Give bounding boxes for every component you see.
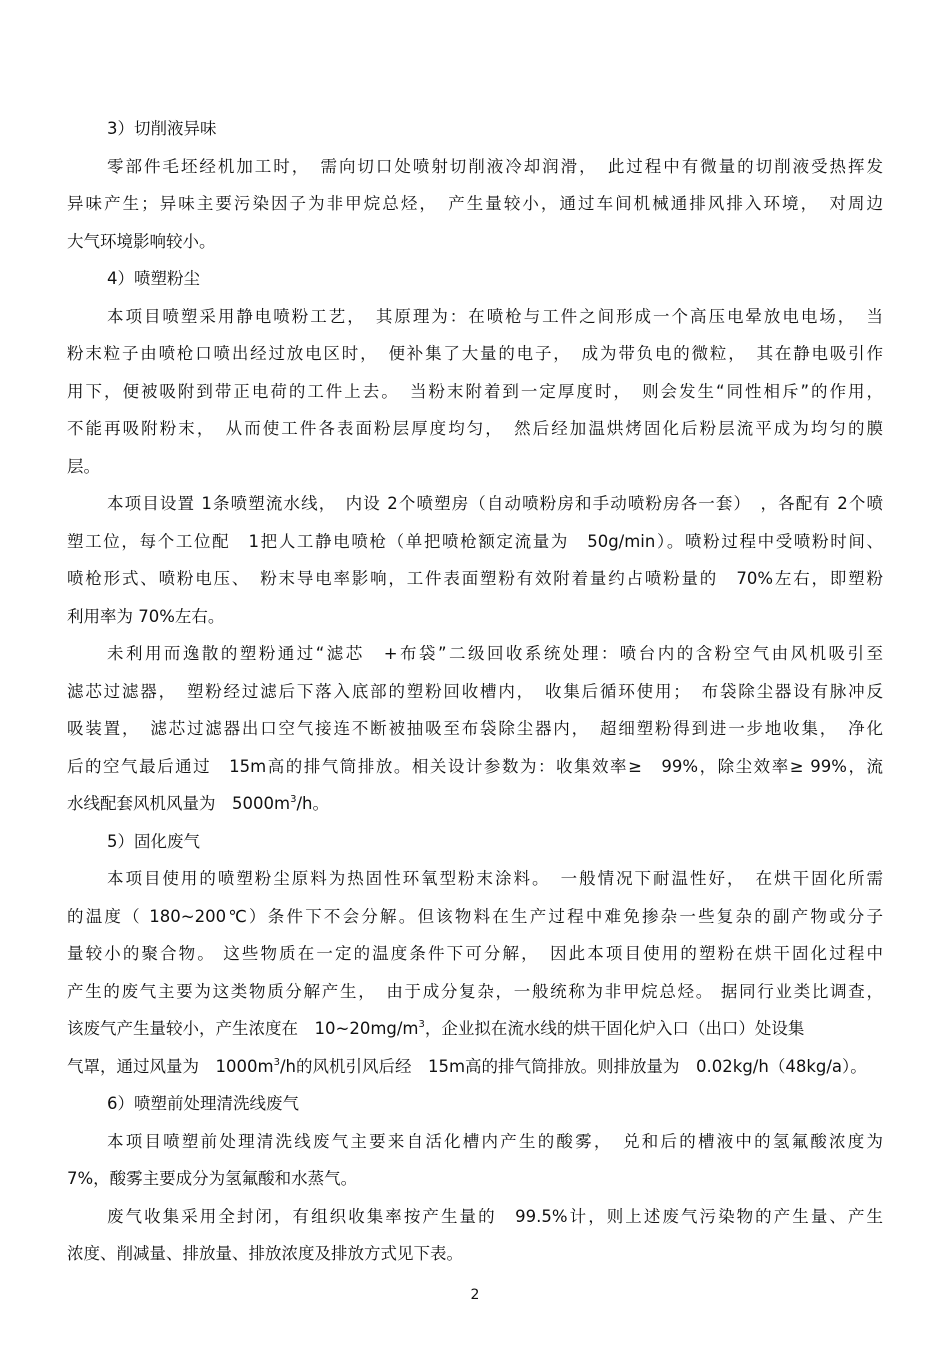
document-page <box>67 110 883 1273</box>
paragraph-line: 量较小的聚合物。 这些物质在一定的温度条件下可分解， 因此本项目使用的塑粉在烘干固化过程中 <box>67 944 883 963</box>
superscript: 3 <box>290 794 297 805</box>
paragraph-line: 7%，酸雾主要成分为氢氟酸和水蒸气。 <box>67 1169 358 1188</box>
paragraph-line: 未利用而逸散的塑粉通过“滤芯 +布袋”二级回收系统处理：喷台内的含粉空气由风机吸引至 <box>107 644 883 663</box>
paragraph-line: 浓度、削减量、排放量、排放浓度及排放方式见下表。 <box>67 1244 463 1263</box>
paragraph-line: 本项目使用的喷塑粉尘原料为热固性环氧型粉末涂料。 一般情况下耐温性好， 在烘干固化所需 <box>107 869 883 888</box>
superscript: 3 <box>273 1056 280 1068</box>
paragraph-line: 用下，便被吸附到带正电荷的工件上去。 当粉末附着到一定厚度时， 则会发生“同性相斥”的作用， <box>67 381 883 401</box>
text-run: 该废气产生量较小，产生浓度在 10~20mg/m <box>67 1019 419 1038</box>
section-heading-curing-gas: 5）固化废气 <box>107 831 200 851</box>
paragraph-line: 塑工位，每个工位配 1把人工静电喷枪（单把喷枪额定流量为 50g/min）。喷粉过程中受喷粉时间、 <box>67 531 883 551</box>
paragraph-line: 废气收集采用全封闭，有组织收集率按产生量的 99.5%计，则上述废气污染物的产生量、产生 <box>107 1206 883 1226</box>
paragraph-line: 吸装置， 滤芯过滤器出口空气接连不断被抽吸至布袋除尘器内， 超细塑粉得到进一步地收集， 净化 <box>67 719 883 738</box>
paragraph-line: 本项目喷塑前处理清洗线废气主要来自活化槽内产生的酸雾， 兑和后的槽液中的氢氟酸浓度为 <box>107 1131 883 1151</box>
paragraph-line: 粉末粒子由喷枪口喷出经过放电区时， 便补集了大量的电子， 成为带负电的微粒， 其在静电吸引作 <box>67 344 883 363</box>
paragraph-line: 层。 <box>67 456 100 476</box>
paragraph-line: 滤芯过滤器， 塑粉经过滤后下落入底部的塑粉回收槽内， 收集后循环使用； 布袋除尘器设有脉冲反 <box>67 681 883 701</box>
text-run: /h的风机引风后经 15m高的排气筒排放。则排放量为 0.02kg/h（48kg/a）。 <box>279 1056 867 1076</box>
section-heading-cutting-fluid: 3）切削液异味 <box>107 119 217 138</box>
section-heading-pretreatment-gas: 6）喷塑前处理清洗线废气 <box>107 1094 299 1113</box>
text-run: 气罩，通过风量为 1000m <box>67 1056 274 1076</box>
text-run: /h。 <box>296 794 329 813</box>
paragraph-line: 产生的废气主要为这类物质分解产生， 由于成分复杂，一般统称为非甲烷总烃。 据同行业类比调查， <box>67 981 883 1001</box>
paragraph-line <box>67 1048 883 1086</box>
paragraph-line: 大气环境影响较小。 <box>67 231 216 251</box>
paragraph-line: 利用率为 70%左右。 <box>67 606 225 626</box>
text-run: 水线配套风机风量为 5000m <box>67 794 291 813</box>
paragraph-line: 喷枪形式、喷粉电压、 粉末导电率影响，工件表面塑粉有效附着量约占喷粉量的 70%左右，即塑粉 <box>67 569 883 588</box>
paragraph-line <box>67 1010 883 1048</box>
paragraph-line <box>67 785 883 823</box>
paragraph-line: 零部件毛坯经机加工时， 需向切口处喷射切削液冷却润滑， 此过程中有微量的切削液受热挥发 <box>107 156 883 176</box>
paragraph-line: 本项目设置 1条喷塑流水线， 内设 2个喷塑房（自动喷粉房和手动喷粉房各一套） ，各配有 2个喷 <box>107 494 883 513</box>
paragraph-line: 本项目喷塑采用静电喷粉工艺， 其原理为：在喷枪与工件之间形成一个高压电晕放电电场， 当 <box>107 306 883 326</box>
paragraph-line: 的温度（ 180~200℃）条件下不会分解。但该物料在生产过程中难免掺杂一些复杂的副产物或分子 <box>67 906 883 926</box>
text-run: ，企业拟在流水线的烘干固化炉入口（出口）处设集 <box>424 1019 805 1038</box>
section-heading-spray-dust: 4）喷塑粉尘 <box>107 269 200 288</box>
paragraph-line: 后的空气最后通过 15m高的排气筒排放。相关设计参数为：收集效率≥ 99%，除尘效率≥ 99%，流 <box>67 756 883 776</box>
page-number: 2 <box>470 1287 480 1303</box>
superscript: 3 <box>418 1019 425 1030</box>
paragraph-line: 异味产生；异味主要污染因子为非甲烷总烃， 产生量较小，通过车间机械通排风排入环境， 对周边 <box>67 194 883 213</box>
paragraph-line: 不能再吸附粉末， 从而使工件各表面粉层厚度均匀， 然后经加温烘烤固化后粉层流平成为均匀的膜 <box>67 419 883 438</box>
